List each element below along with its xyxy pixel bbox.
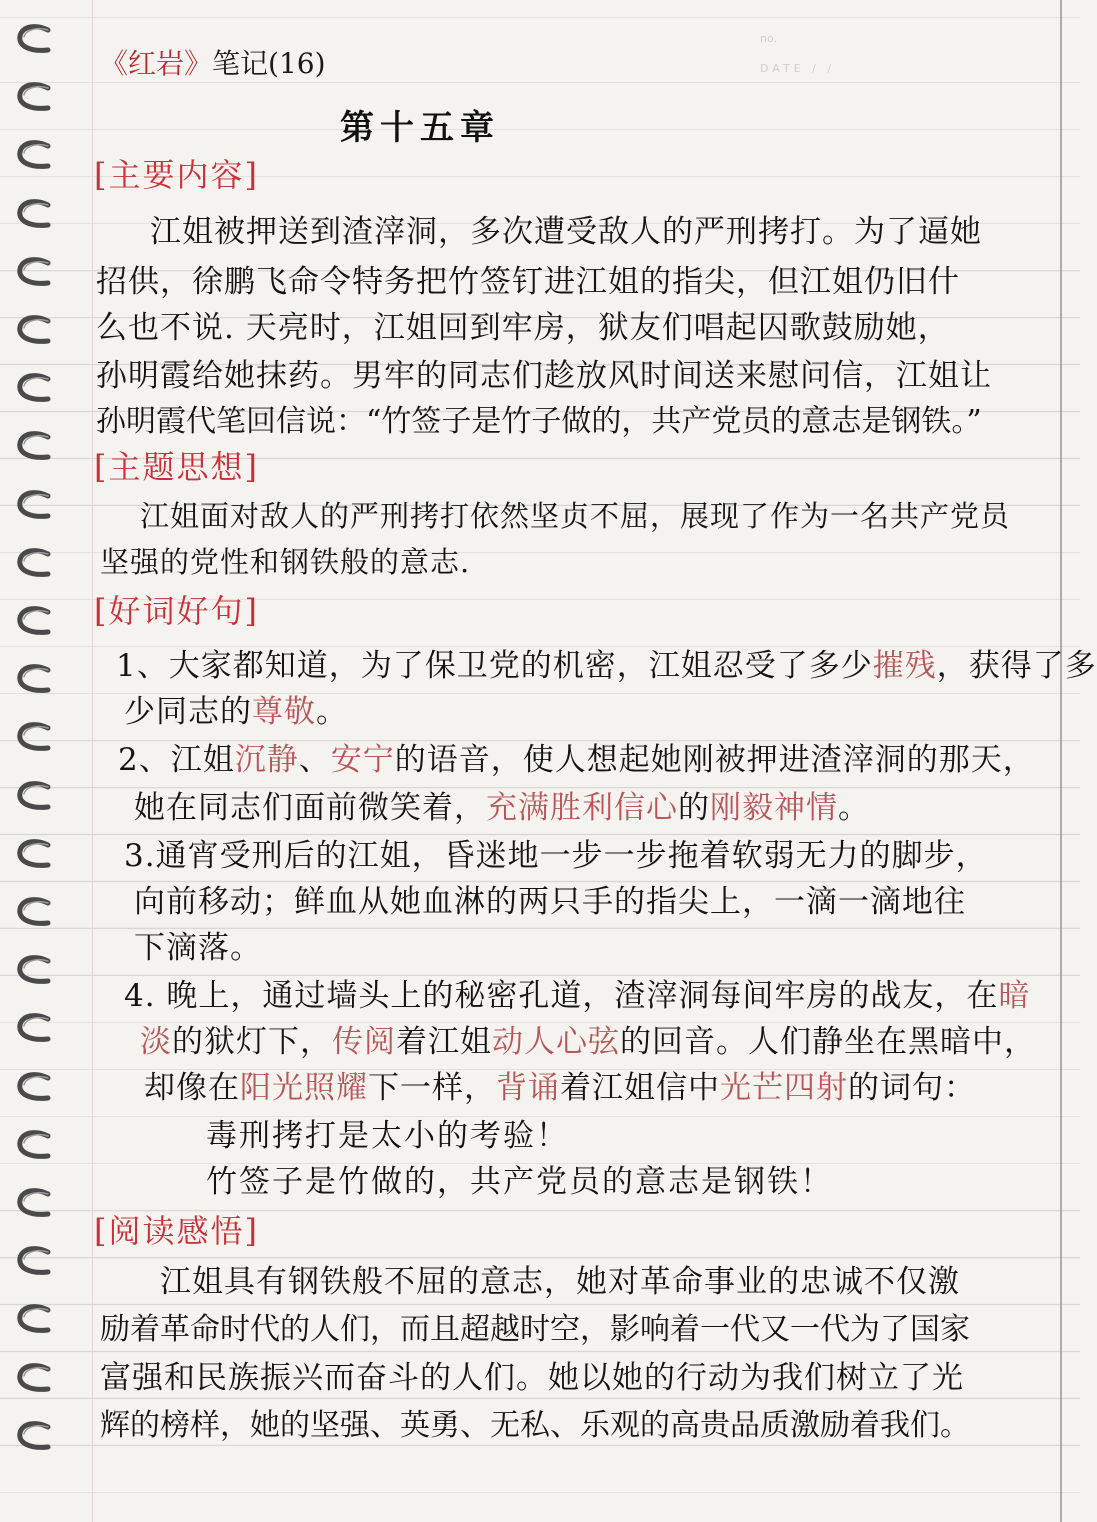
phrase-4-line-2 (140, 1016, 1036, 1061)
phrase-1-line-2 (124, 686, 348, 731)
spiral-ring-icon (8, 22, 52, 58)
margin-line (92, 0, 93, 1522)
highlight-word: 安宁 (330, 742, 395, 778)
text: 。 (316, 694, 348, 730)
heading-reflection: [阅读感悟] (94, 1212, 259, 1250)
spiral-ring-icon (8, 662, 52, 698)
text: 的语音，使人想起她刚被押进渣滓洞的那天， (394, 742, 1035, 778)
highlight-word: 暗 (998, 978, 1031, 1014)
phrase-3-line-3: 下滴落。 (134, 930, 262, 966)
main-line-1: 江姐被押送到渣滓洞，多次遭受敌人的严刑拷打。为了逼她 (150, 214, 982, 250)
book-title: 《红岩》 (100, 47, 213, 80)
highlight-word: 充满胜利信心 (486, 790, 678, 826)
text: 却像在 (144, 1070, 240, 1106)
note-number: 笔记(16) (212, 47, 326, 80)
chapter-title: 第十五章 (340, 108, 500, 148)
spiral-ring-icon (8, 604, 52, 640)
highlight-word: 沉静 (234, 742, 299, 778)
heading-theme: [主题思想] (94, 448, 259, 486)
spiral-ring-icon (8, 255, 52, 291)
text: 的 (678, 790, 710, 826)
text: 2、江姐 (118, 742, 235, 778)
spiral-ring-icon (8, 1419, 52, 1455)
highlight-word: 淡 (140, 1024, 172, 1060)
spiral-ring-icon (8, 1186, 52, 1222)
spiral-ring-icon (8, 837, 52, 873)
reflection-line-4: 辉的榜样，她的坚强、英勇、无私、乐观的高贵品质激励着我们。 (100, 1408, 970, 1443)
spiral-ring-icon (8, 313, 52, 349)
highlight-word: 光芒四射 (720, 1070, 848, 1106)
text: 着江姐 (396, 1024, 492, 1060)
spiral-ring-icon (8, 779, 52, 815)
spiral-ring-icon (8, 1011, 52, 1047)
highlight-word: 摧残 (872, 648, 937, 684)
date-label: DATE / / (760, 62, 836, 75)
heading-main-content: [主要内容] (94, 156, 259, 194)
text: 她在同志们面前微笑着， (134, 790, 486, 826)
theme-line-1: 江姐面对敌人的严刑拷打依然坚贞不屈，展现了作为一名共产党员 (140, 499, 1011, 533)
text: 。 (838, 790, 870, 826)
highlight-word: 背诵 (496, 1070, 560, 1106)
highlight-word: 刚毅神情 (710, 790, 838, 826)
text: 、 (298, 742, 331, 778)
highlight-word: 动人心弦 (492, 1024, 620, 1060)
main-line-4: 孙明霞给她抹药。男牢的同志们趁放风时间送来慰问信，江姐让 (96, 358, 992, 394)
spiral-ring-icon (8, 80, 52, 116)
text: 的回音。人们静坐在黑暗中， (620, 1024, 1036, 1060)
text: 下一样， (368, 1070, 496, 1106)
spiral-ring-icon (8, 953, 52, 989)
spiral-ring-icon (8, 1244, 52, 1280)
page-edge (1060, 0, 1062, 1522)
spiral-ring-icon (8, 1361, 52, 1397)
spiral-ring-icon (8, 138, 52, 174)
spiral-ring-icon (8, 371, 52, 407)
main-line-5: 孙明霞代笔回信说：“竹签子是竹子做的，共产党员的意志是钢铁。” (96, 404, 982, 439)
phrase-1-line-1 (116, 640, 1097, 685)
text: 4. 晚上，通过墙头上的秘密孔道，渣滓洞每间牢房的战友，在 (124, 978, 999, 1014)
page-number-label: no. (760, 32, 778, 45)
phrase-2-line-1 (118, 734, 1035, 779)
spiral-ring-icon (8, 1128, 52, 1164)
phrase-4-line-3 (144, 1062, 976, 1107)
spiral-ring-icon (8, 197, 52, 233)
spiral-ring-icon (8, 720, 52, 756)
phrase-3-line-2: 向前移动；鲜血从她血淋的两只手的指尖上，一滴一滴地往 (134, 884, 966, 920)
spiral-ring-icon (8, 895, 52, 931)
spiral-ring-icon (8, 1070, 52, 1106)
theme-line-2: 坚强的党性和钢铁般的意志. (100, 545, 471, 579)
text: 的词句： (848, 1070, 976, 1106)
reflection-line-2: 励着革命时代的人们，而且超越时空，影响着一代又一代为了国家 (100, 1312, 970, 1347)
highlight-word: 阳光照耀 (240, 1070, 368, 1106)
heading-good-phrases: [好词好句] (94, 592, 259, 630)
spiral-ring-icon (8, 488, 52, 524)
text: 着江姐信中 (560, 1070, 720, 1106)
text: 少同志的 (124, 694, 252, 730)
quote-line-1: 毒刑拷打是太小的考验！ (206, 1118, 569, 1154)
main-line-3: 么也不说. 天亮时，江姐回到牢房，狱友们唱起囚歌鼓励她， (96, 310, 950, 346)
note-title (100, 42, 326, 82)
reflection-line-3: 富强和民族振兴而奋斗的人们。她以她的行动为我们树立了光 (100, 1360, 964, 1396)
text: 1、大家都知道，为了保卫党的机密，江姐忍受了多少 (116, 648, 873, 684)
main-line-2: 招供，徐鹏飞命令特务把竹签钉进江姐的指尖，但江姐仍旧什 (96, 264, 960, 300)
spiral-ring-icon (8, 1302, 52, 1338)
spiral-ring-icon (8, 429, 52, 465)
phrase-4-line-1 (124, 970, 1030, 1015)
text: ，获得了多 (936, 648, 1097, 684)
phrase-3-line-1: 3.通宵受刑后的江姐，昏迷地一步一步拖着软弱无力的脚步， (124, 838, 988, 874)
phrase-2-line-2 (134, 782, 870, 827)
reflection-line-1: 江姐具有钢铁般不屈的意志，她对革命事业的忠诚不仅激 (160, 1264, 960, 1300)
text: 的狱灯下， (172, 1024, 332, 1060)
quote-line-2: 竹签子是竹做的，共产党员的意志是钢铁！ (206, 1164, 833, 1200)
spiral-ring-icon (8, 546, 52, 582)
highlight-word: 尊敬 (252, 694, 316, 730)
highlight-word: 传阅 (332, 1024, 396, 1060)
